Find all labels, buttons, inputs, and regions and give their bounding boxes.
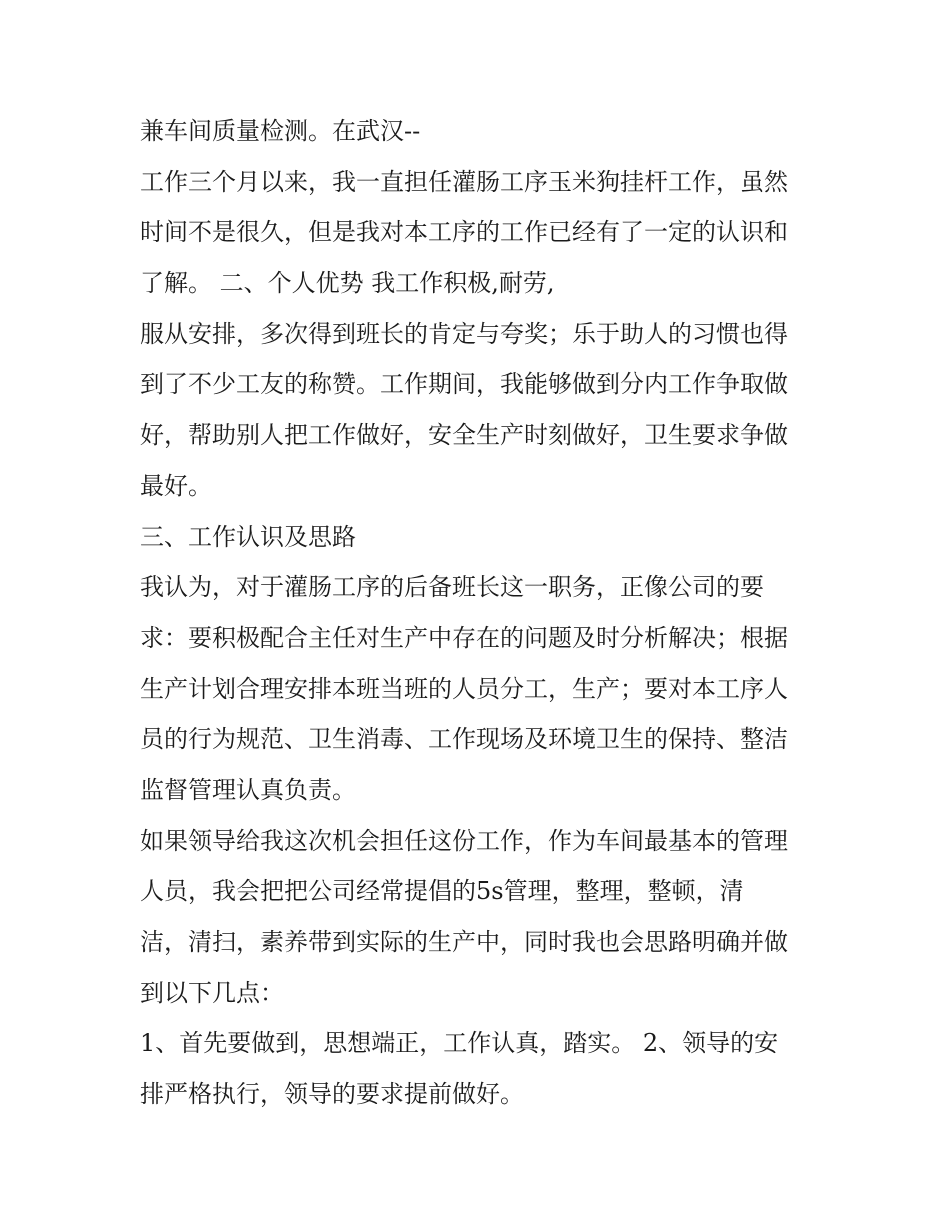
text-line: 到了不少工友的称赞。工作期间，我能够做到分内工作争取做 — [140, 370, 788, 399]
text-line: 生产计划合理安排本班当班的人员分工，生产；要对本工序人 — [140, 674, 788, 703]
text-line: 员的行为规范、卫生消毒、工作现场及环境卫生的保持、整洁 — [140, 725, 788, 754]
section-heading: 三、工作认识及思路 — [140, 522, 356, 551]
text-line: 兼车间质量检测。在武汉-- — [140, 117, 421, 145]
text-line: 服从安排，多次得到班长的肯定与夸奖；乐于助人的习惯也得 — [140, 319, 788, 348]
text-line: 监督管理认真负责。 — [140, 775, 356, 804]
text-line: 了解。 二、个人优势 我工作积极,耐劳, — [140, 269, 555, 298]
text-line: 好，帮助别人把工作做好，安全生产时刻做好，卫生要求争做 — [140, 421, 788, 450]
document-body — [140, 106, 820, 1120]
text-line: 求：要积极配合主任对生产中存在的问题及时分析解决；根据 — [140, 623, 788, 652]
text-line: 最好。 — [140, 471, 212, 500]
text-line: 我认为，对于灌肠工序的后备班长这一职务，正像公司的要 — [140, 573, 764, 602]
text-line: 到以下几点： — [140, 978, 284, 1007]
text-line: 工作三个月以来，我一直担任灌肠工序玉米狗挂杆工作，虽然 — [140, 167, 788, 196]
text-line: 人员，我会把把公司经常提倡的5s管理，整理，整顿，清 — [140, 877, 744, 906]
text-line: 时间不是很久，但是我对本工序的工作已经有了一定的认识和 — [140, 218, 788, 247]
text-line: 洁，清扫，素养带到实际的生产中，同时我也会思路明确并做 — [140, 928, 788, 956]
text-line: 1、首先要做到，思想端正，工作认真，踏实。 2、领导的安 — [140, 1029, 779, 1058]
text-line: 如果领导给我这次机会担任这份工作，作为车间最基本的管理 — [140, 826, 788, 855]
text-line: 排严格执行，领导的要求提前做好。 — [140, 1080, 524, 1109]
